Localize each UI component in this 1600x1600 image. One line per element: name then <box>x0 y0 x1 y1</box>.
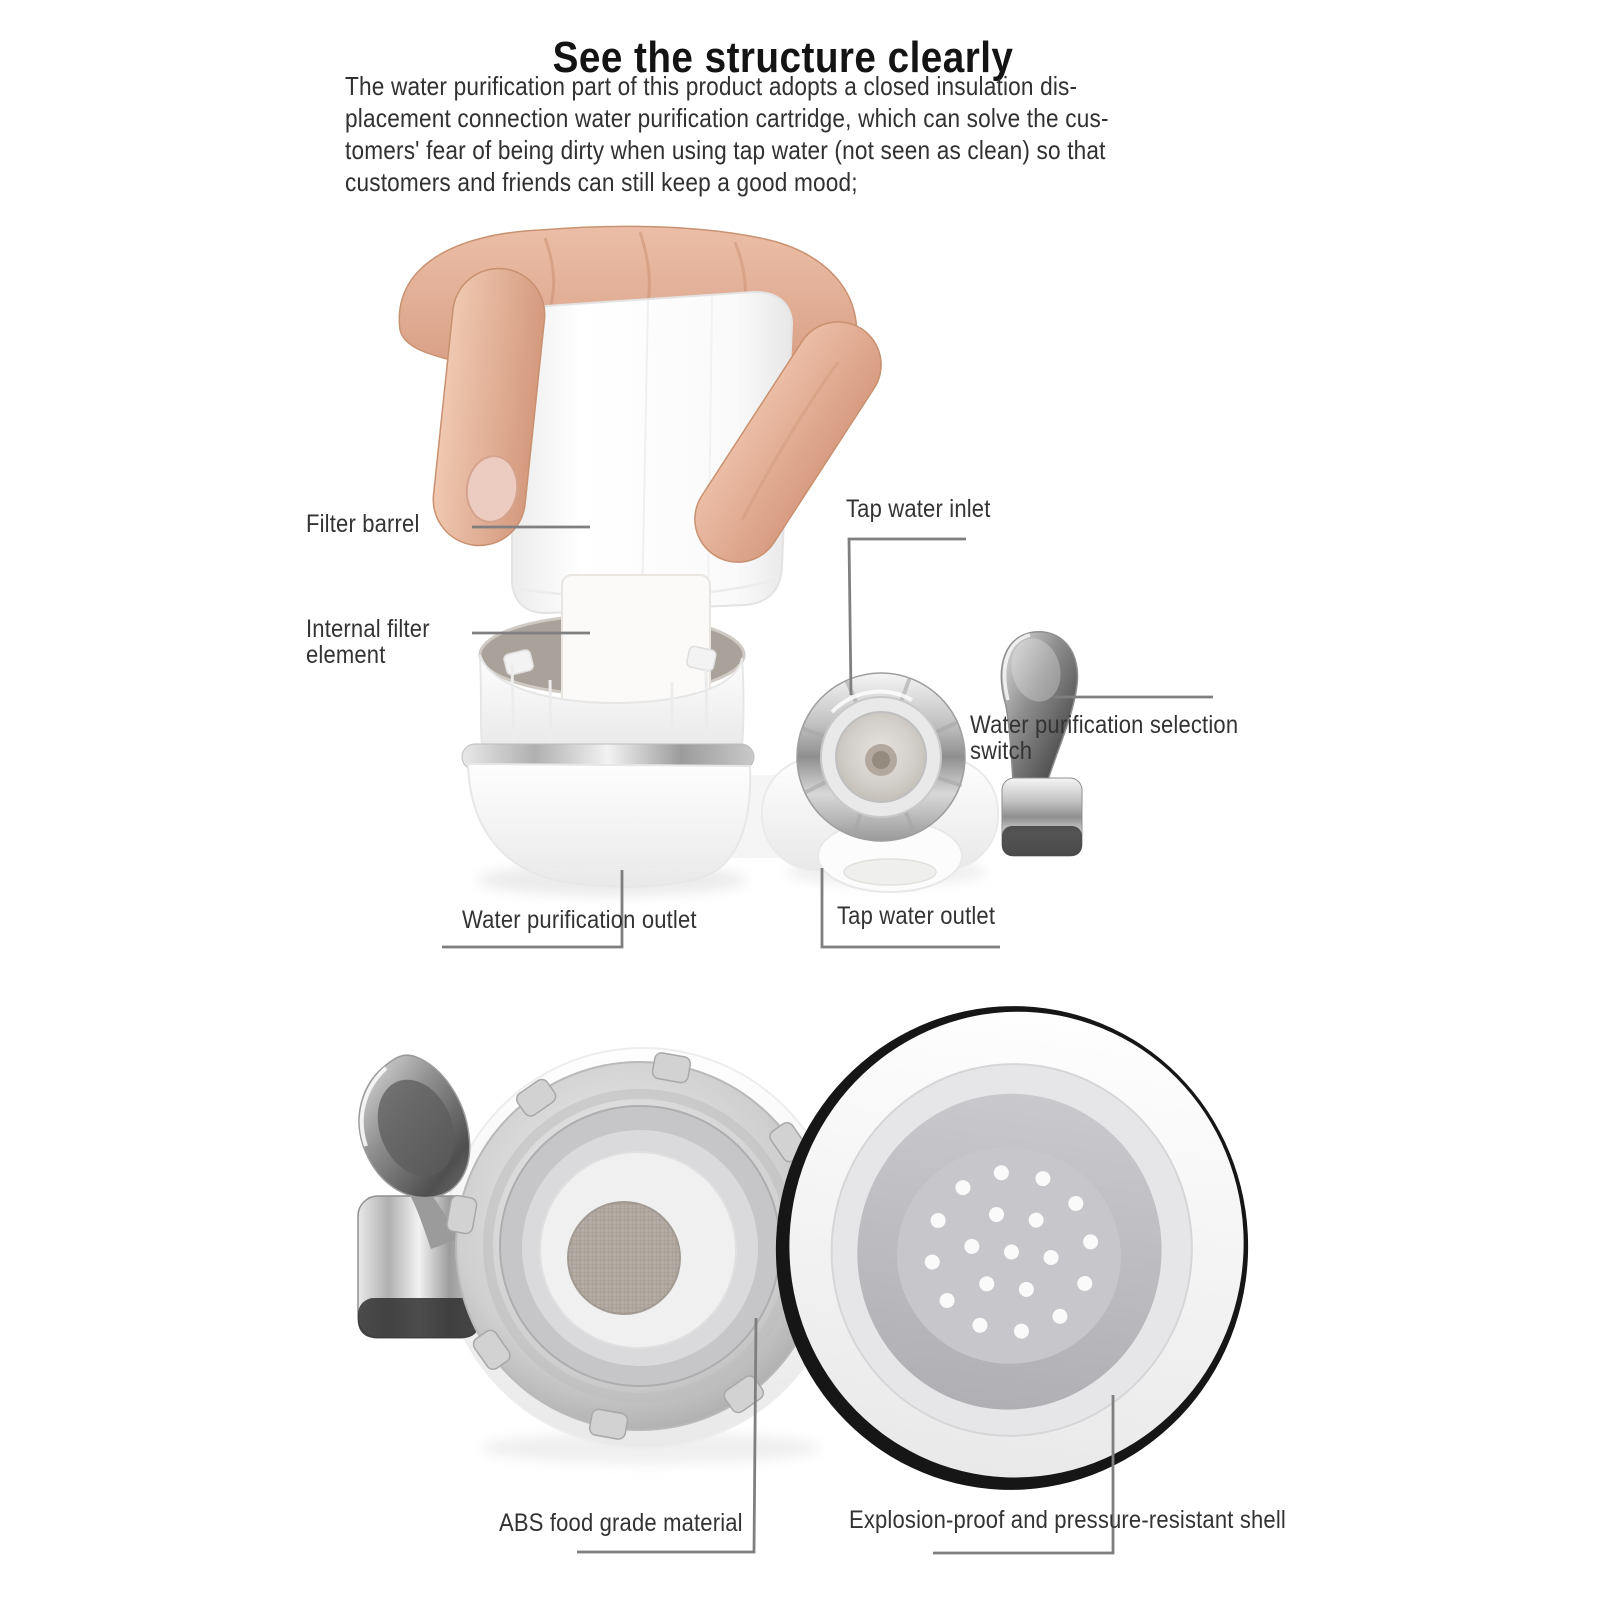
label-filter-barrel: Filter barrel <box>306 510 420 538</box>
label-tap-water-inlet: Tap water inlet <box>846 495 991 523</box>
label-selection-switch: Water purification selection switch <box>970 711 1239 765</box>
bottom-right-device <box>745 976 1280 1521</box>
label-water-purification-outlet: Water purification outlet <box>462 906 697 934</box>
intro-line: placement connection water purification cartridge, which can solve the cus- <box>345 103 1109 133</box>
label-tap-water-outlet: Tap water outlet <box>837 902 996 930</box>
intro-line: The water purification part of this product adopts a closed insulation dis- <box>345 71 1078 101</box>
intro-line: tomers' fear of being dirty when using tap water (not seen as clean) so that <box>345 135 1106 165</box>
page-title: See the structure clearly <box>552 33 1014 83</box>
figure-top <box>399 226 1082 896</box>
intro-paragraph <box>345 70 1109 198</box>
leader-tap-inlet <box>849 539 966 695</box>
tap-inlet-shape <box>762 673 998 892</box>
label-pressure-shell: Explosion-proof and pressure-resistant shell <box>849 1506 1286 1534</box>
intro-line: customers and friends can still keep a good mood; <box>345 167 858 197</box>
label-internal-filter-element: Internal filter element <box>306 615 430 669</box>
label-abs-material: ABS food grade material <box>499 1509 743 1537</box>
figure-bottom <box>358 976 1279 1521</box>
